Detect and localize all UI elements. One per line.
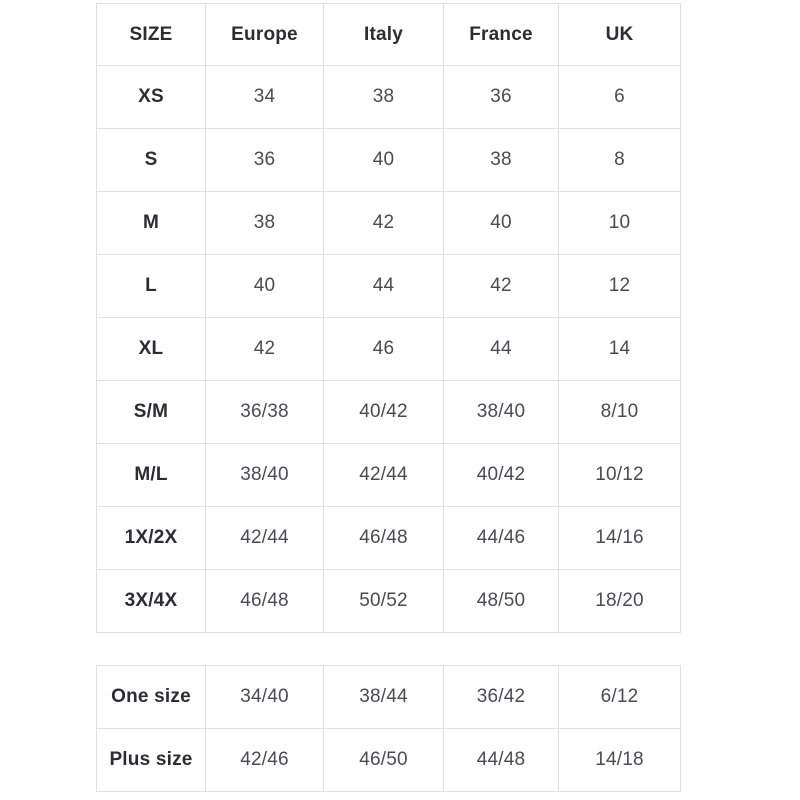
table-row-plus-size <box>97 729 681 792</box>
france-value-cell: 38 <box>444 129 559 192</box>
italy-value-cell: 42 <box>324 192 444 255</box>
france-value-cell: 38/40 <box>444 381 559 444</box>
france-value-cell: 36/42 <box>444 666 559 729</box>
header-row <box>97 4 681 66</box>
column-header-size: SIZE <box>97 4 206 66</box>
europe-value-cell: 42 <box>206 318 324 381</box>
italy-value-cell: 46/50 <box>324 729 444 792</box>
uk-value-cell: 6/12 <box>559 666 681 729</box>
europe-value-cell: 34/40 <box>206 666 324 729</box>
europe-value-cell: 36/38 <box>206 381 324 444</box>
uk-value-cell: 14 <box>559 318 681 381</box>
france-value-cell: 40 <box>444 192 559 255</box>
table-row-one-size <box>97 666 681 729</box>
column-header-france: France <box>444 4 559 66</box>
special-size-table <box>96 665 681 792</box>
europe-value-cell: 46/48 <box>206 570 324 633</box>
table-row-ml <box>97 444 681 507</box>
size-cell: One size <box>97 666 206 729</box>
size-cell: 1X/2X <box>97 507 206 570</box>
column-header-europe: Europe <box>206 4 324 66</box>
italy-value-cell: 38/44 <box>324 666 444 729</box>
table-row-l <box>97 255 681 318</box>
table-row-s <box>97 129 681 192</box>
europe-value-cell: 42/46 <box>206 729 324 792</box>
italy-value-cell: 44 <box>324 255 444 318</box>
size-conversion-table <box>96 3 681 633</box>
uk-value-cell: 10 <box>559 192 681 255</box>
table-row-1x2x <box>97 507 681 570</box>
europe-value-cell: 36 <box>206 129 324 192</box>
italy-value-cell: 42/44 <box>324 444 444 507</box>
uk-value-cell: 14/16 <box>559 507 681 570</box>
uk-value-cell: 6 <box>559 66 681 129</box>
france-value-cell: 40/42 <box>444 444 559 507</box>
table-row-xl <box>97 318 681 381</box>
size-cell: 3X/4X <box>97 570 206 633</box>
france-value-cell: 36 <box>444 66 559 129</box>
size-cell: XL <box>97 318 206 381</box>
uk-value-cell: 14/18 <box>559 729 681 792</box>
france-value-cell: 44/48 <box>444 729 559 792</box>
italy-value-cell: 50/52 <box>324 570 444 633</box>
italy-value-cell: 46 <box>324 318 444 381</box>
france-value-cell: 44/46 <box>444 507 559 570</box>
uk-value-cell: 8 <box>559 129 681 192</box>
table-row-3x4x <box>97 570 681 633</box>
column-header-italy: Italy <box>324 4 444 66</box>
europe-value-cell: 42/44 <box>206 507 324 570</box>
france-value-cell: 44 <box>444 318 559 381</box>
column-header-uk: UK <box>559 4 681 66</box>
uk-value-cell: 18/20 <box>559 570 681 633</box>
europe-value-cell: 34 <box>206 66 324 129</box>
uk-value-cell: 8/10 <box>559 381 681 444</box>
italy-value-cell: 40 <box>324 129 444 192</box>
italy-value-cell: 38 <box>324 66 444 129</box>
size-cell: S/M <box>97 381 206 444</box>
uk-value-cell: 10/12 <box>559 444 681 507</box>
europe-value-cell: 40 <box>206 255 324 318</box>
italy-value-cell: 46/48 <box>324 507 444 570</box>
europe-value-cell: 38 <box>206 192 324 255</box>
table-row-xs <box>97 66 681 129</box>
size-cell: M/L <box>97 444 206 507</box>
italy-value-cell: 40/42 <box>324 381 444 444</box>
size-cell: S <box>97 129 206 192</box>
size-cell: L <box>97 255 206 318</box>
size-cell: M <box>97 192 206 255</box>
size-cell: Plus size <box>97 729 206 792</box>
france-value-cell: 48/50 <box>444 570 559 633</box>
europe-value-cell: 38/40 <box>206 444 324 507</box>
table-row-m <box>97 192 681 255</box>
france-value-cell: 42 <box>444 255 559 318</box>
table-row-sm <box>97 381 681 444</box>
uk-value-cell: 12 <box>559 255 681 318</box>
size-cell: XS <box>97 66 206 129</box>
